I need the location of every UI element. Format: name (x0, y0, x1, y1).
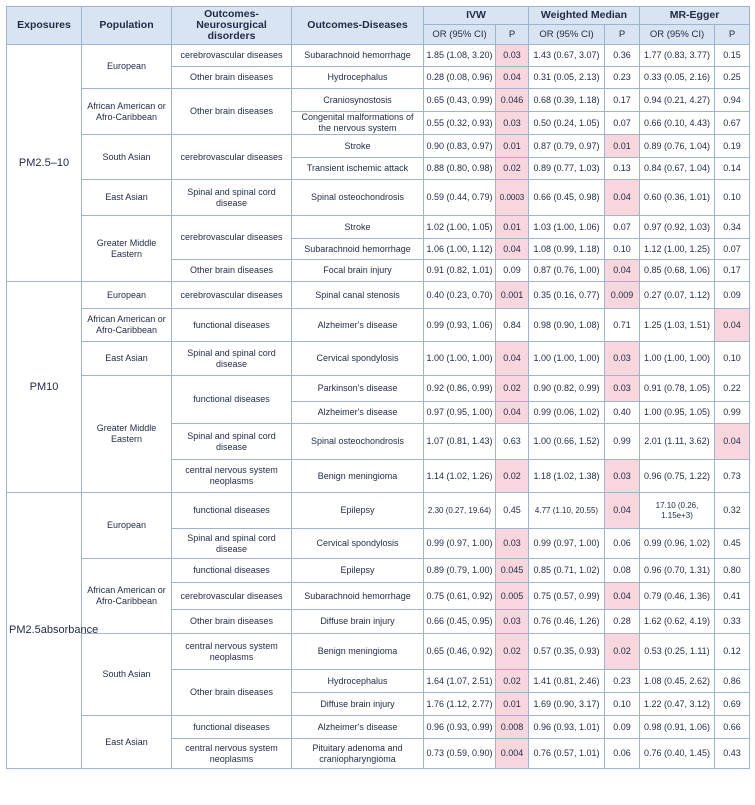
neuro-disorder-cell: functional diseases (172, 376, 292, 424)
egger-p-cell: 0.25 (715, 67, 750, 89)
wm-or-cell: 0.75 (0.57, 0.99) (529, 583, 605, 610)
ivw-p-cell: 0.01 (496, 216, 529, 239)
wm-or-cell: 0.96 (0.93, 1.01) (529, 716, 605, 739)
neuro-disorder-cell: cerebrovascular diseases (172, 583, 292, 610)
egger-p-cell: 0.45 (715, 529, 750, 559)
subheader-or-ci: OR (95% CI) (640, 25, 715, 45)
exposure-cell: PM2.5–10 (7, 45, 82, 282)
wm-p-cell: 0.04 (605, 260, 640, 282)
disease-cell: Alzheimer's disease (292, 716, 424, 739)
wm-p-cell: 0.23 (605, 67, 640, 89)
wm-p-cell: 0.06 (605, 739, 640, 769)
population-cell: African American or Afro-Caribbean (82, 559, 172, 634)
neuro-disorder-cell: Other brain diseases (172, 670, 292, 716)
wm-or-cell: 0.66 (0.45, 0.98) (529, 180, 605, 216)
wm-or-cell: 1.03 (1.00, 1.06) (529, 216, 605, 239)
header-neurosurgical-disorders: Outcomes-Neurosurgical disorders (172, 7, 292, 45)
population-cell: African American or Afro-Caribbean (82, 89, 172, 135)
ivw-p-cell: 0.02 (496, 376, 529, 402)
population-cell: African American or Afro-Caribbean (82, 309, 172, 342)
ivw-p-cell: 0.02 (496, 670, 529, 693)
wm-or-cell: 0.87 (0.76, 1.00) (529, 260, 605, 282)
neuro-disorder-cell: central nervous system neoplasms (172, 634, 292, 670)
ivw-p-cell: 0.03 (496, 529, 529, 559)
table-row (7, 216, 750, 239)
wm-p-cell: 0.009 (605, 282, 640, 309)
ivw-p-cell: 0.008 (496, 716, 529, 739)
neuro-disorder-cell: Spinal and spinal cord disease (172, 424, 292, 460)
egger-or-cell: 0.96 (0.75, 1.22) (640, 460, 715, 493)
ivw-or-cell: 0.92 (0.86, 0.99) (424, 376, 496, 402)
wm-p-cell: 0.04 (605, 583, 640, 610)
disease-cell: Spinal canal stenosis (292, 282, 424, 309)
wm-p-cell: 0.07 (605, 112, 640, 135)
subheader-or-ci: OR (95% CI) (529, 25, 605, 45)
wm-or-cell: 1.18 (1.02, 1.38) (529, 460, 605, 493)
table-row (7, 634, 750, 670)
wm-p-cell: 0.06 (605, 529, 640, 559)
ivw-or-cell: 0.96 (0.93, 0.99) (424, 716, 496, 739)
ivw-or-cell: 0.89 (0.79, 1.00) (424, 559, 496, 583)
disease-cell: Spinal osteochondrosis (292, 424, 424, 460)
ivw-or-cell: 0.66 (0.45, 0.95) (424, 610, 496, 634)
egger-p-cell: 0.32 (715, 493, 750, 529)
egger-p-cell: 0.15 (715, 45, 750, 67)
egger-or-cell: 1.00 (0.95, 1.05) (640, 402, 715, 424)
ivw-p-cell: 0.04 (496, 67, 529, 89)
wm-p-cell: 0.23 (605, 670, 640, 693)
ivw-or-cell: 0.59 (0.44, 0.79) (424, 180, 496, 216)
egger-or-cell: 0.99 (0.96, 1.02) (640, 529, 715, 559)
ivw-p-cell: 0.84 (496, 309, 529, 342)
wm-or-cell: 1.00 (1.00, 1.00) (529, 342, 605, 376)
ivw-p-cell: 0.45 (496, 493, 529, 529)
egger-or-cell: 1.08 (0.45, 2.62) (640, 670, 715, 693)
wm-or-cell: 0.98 (0.90, 1.08) (529, 309, 605, 342)
disease-cell: Congenital malformations of the nervous system (292, 112, 424, 135)
ivw-p-cell: 0.03 (496, 112, 529, 135)
egger-p-cell: 0.33 (715, 610, 750, 634)
subheader-or-ci: OR (95% CI) (424, 25, 496, 45)
egger-p-cell: 0.80 (715, 559, 750, 583)
disease-cell: Stroke (292, 216, 424, 239)
disease-cell: Diffuse brain injury (292, 610, 424, 634)
disease-cell: Focal brain injury (292, 260, 424, 282)
ivw-or-cell: 0.75 (0.61, 0.92) (424, 583, 496, 610)
neuro-disorder-cell: functional diseases (172, 559, 292, 583)
egger-or-cell: 0.66 (0.10, 4.43) (640, 112, 715, 135)
ivw-p-cell: 0.04 (496, 239, 529, 260)
wm-p-cell: 0.10 (605, 693, 640, 716)
wm-or-cell: 1.69 (0.90, 3.17) (529, 693, 605, 716)
egger-p-cell: 0.12 (715, 634, 750, 670)
table-row (7, 309, 750, 342)
wm-p-cell: 0.03 (605, 460, 640, 493)
neuro-disorder-cell: Other brain diseases (172, 260, 292, 282)
neuro-disorder-cell: central nervous system neoplasms (172, 460, 292, 493)
egger-or-cell: 0.60 (0.36, 1.01) (640, 180, 715, 216)
ivw-or-cell: 0.55 (0.32, 0.93) (424, 112, 496, 135)
wm-p-cell: 0.36 (605, 45, 640, 67)
ivw-p-cell: 0.63 (496, 424, 529, 460)
ivw-or-cell: 1.07 (0.81, 1.43) (424, 424, 496, 460)
population-cell: European (82, 282, 172, 309)
neuro-disorder-cell: functional diseases (172, 493, 292, 529)
disease-cell: Epilepsy (292, 493, 424, 529)
wm-or-cell: 1.08 (0.99, 1.18) (529, 239, 605, 260)
neuro-disorder-cell: central nervous system neoplasms (172, 739, 292, 769)
wm-p-cell: 0.17 (605, 89, 640, 112)
wm-or-cell: 0.76 (0.46, 1.26) (529, 610, 605, 634)
egger-p-cell: 0.14 (715, 158, 750, 180)
population-cell: South Asian (82, 634, 172, 716)
egger-or-cell: 1.62 (0.62, 4.19) (640, 610, 715, 634)
neuro-disorder-cell: cerebrovascular diseases (172, 282, 292, 309)
ivw-p-cell: 0.01 (496, 135, 529, 158)
ivw-or-cell: 1.76 (1.12, 2.77) (424, 693, 496, 716)
wm-or-cell: 0.99 (0.97, 1.00) (529, 529, 605, 559)
neuro-disorder-cell: Other brain diseases (172, 67, 292, 89)
ivw-p-cell: 0.0003 (496, 180, 529, 216)
exposure-cell: PM10 (7, 282, 82, 493)
wm-p-cell: 0.71 (605, 309, 640, 342)
egger-or-cell: 0.84 (0.67, 1.04) (640, 158, 715, 180)
subheader-p: P (605, 25, 640, 45)
egger-p-cell: 0.04 (715, 309, 750, 342)
egger-or-cell: 17.10 (0.26, 1.15e+3) (640, 493, 715, 529)
wm-or-cell: 0.89 (0.77, 1.03) (529, 158, 605, 180)
table-row (7, 45, 750, 67)
table-row (7, 342, 750, 376)
disease-cell: Benign meningioma (292, 460, 424, 493)
disease-cell: Pituitary adenoma and craniopharyngioma (292, 739, 424, 769)
disease-cell: Diffuse brain injury (292, 693, 424, 716)
wm-or-cell: 0.68 (0.39, 1.18) (529, 89, 605, 112)
egger-p-cell: 0.86 (715, 670, 750, 693)
egger-p-cell: 0.17 (715, 260, 750, 282)
ivw-p-cell: 0.04 (496, 402, 529, 424)
egger-p-cell: 0.22 (715, 376, 750, 402)
egger-or-cell: 0.79 (0.46, 1.36) (640, 583, 715, 610)
wm-p-cell: 0.28 (605, 610, 640, 634)
ivw-p-cell: 0.046 (496, 89, 529, 112)
ivw-p-cell: 0.04 (496, 342, 529, 376)
wm-or-cell: 0.87 (0.79, 0.97) (529, 135, 605, 158)
disease-cell: Cervical spondylosis (292, 342, 424, 376)
population-cell: East Asian (82, 180, 172, 216)
disease-cell: Benign meningioma (292, 634, 424, 670)
ivw-p-cell: 0.02 (496, 158, 529, 180)
egger-p-cell: 0.04 (715, 424, 750, 460)
egger-p-cell: 0.66 (715, 716, 750, 739)
ivw-or-cell: 0.90 (0.83, 0.97) (424, 135, 496, 158)
ivw-p-cell: 0.001 (496, 282, 529, 309)
ivw-p-cell: 0.045 (496, 559, 529, 583)
neuro-disorder-cell: Spinal and spinal cord disease (172, 342, 292, 376)
ivw-or-cell: 1.64 (1.07, 2.51) (424, 670, 496, 693)
disease-cell: Craniosynostosis (292, 89, 424, 112)
table-row (7, 89, 750, 112)
disease-cell: Subarachnoid hemorrhage (292, 45, 424, 67)
ivw-p-cell: 0.01 (496, 693, 529, 716)
wm-or-cell: 0.57 (0.35, 0.93) (529, 634, 605, 670)
ivw-or-cell: 1.00 (1.00, 1.00) (424, 342, 496, 376)
ivw-or-cell: 0.88 (0.80, 0.98) (424, 158, 496, 180)
ivw-or-cell: 0.40 (0.23, 0.70) (424, 282, 496, 309)
ivw-or-cell: 0.99 (0.93, 1.06) (424, 309, 496, 342)
egger-or-cell: 0.98 (0.91, 1.06) (640, 716, 715, 739)
egger-or-cell: 0.53 (0.25, 1.11) (640, 634, 715, 670)
table-row (7, 493, 750, 529)
neuro-disorder-cell: functional diseases (172, 716, 292, 739)
wm-p-cell: 0.07 (605, 216, 640, 239)
ivw-or-cell: 0.28 (0.08, 0.96) (424, 67, 496, 89)
exposure-cell: PM2.5absorbance (7, 493, 82, 769)
population-cell: Greater Middle Eastern (82, 376, 172, 493)
ivw-or-cell: 0.73 (0.59, 0.90) (424, 739, 496, 769)
egger-or-cell: 0.85 (0.68, 1.06) (640, 260, 715, 282)
disease-cell: Cervical spondylosis (292, 529, 424, 559)
wm-p-cell: 0.13 (605, 158, 640, 180)
wm-p-cell: 0.02 (605, 634, 640, 670)
egger-or-cell: 1.77 (0.83, 3.77) (640, 45, 715, 67)
neuro-disorder-cell: Other brain diseases (172, 610, 292, 634)
wm-or-cell: 0.90 (0.82, 0.99) (529, 376, 605, 402)
wm-p-cell: 0.09 (605, 716, 640, 739)
egger-p-cell: 0.43 (715, 739, 750, 769)
header-ivw: IVW (424, 7, 529, 25)
wm-or-cell: 0.99 (0.06, 1.02) (529, 402, 605, 424)
egger-or-cell: 0.91 (0.78, 1.05) (640, 376, 715, 402)
ivw-p-cell: 0.03 (496, 45, 529, 67)
egger-p-cell: 0.99 (715, 402, 750, 424)
ivw-or-cell: 1.85 (1.08, 3.20) (424, 45, 496, 67)
header-weighted-median: Weighted Median (529, 7, 640, 25)
table-body (7, 45, 750, 769)
header-diseases: Outcomes-Diseases (292, 7, 424, 45)
egger-or-cell: 0.94 (0.21, 4.27) (640, 89, 715, 112)
ivw-or-cell: 0.65 (0.46, 0.92) (424, 634, 496, 670)
population-cell: East Asian (82, 716, 172, 769)
egger-p-cell: 0.10 (715, 342, 750, 376)
egger-or-cell: 1.25 (1.03, 1.51) (640, 309, 715, 342)
table-row (7, 376, 750, 402)
egger-p-cell: 0.34 (715, 216, 750, 239)
neuro-disorder-cell: cerebrovascular diseases (172, 135, 292, 180)
egger-p-cell: 0.73 (715, 460, 750, 493)
disease-cell: Epilepsy (292, 559, 424, 583)
ivw-or-cell: 0.97 (0.95, 1.00) (424, 402, 496, 424)
population-cell: European (82, 493, 172, 559)
wm-p-cell: 0.40 (605, 402, 640, 424)
neuro-disorder-cell: Spinal and spinal cord disease (172, 529, 292, 559)
population-cell: East Asian (82, 342, 172, 376)
egger-or-cell: 0.96 (0.70, 1.31) (640, 559, 715, 583)
ivw-or-cell: 0.99 (0.97, 1.00) (424, 529, 496, 559)
egger-or-cell: 2.01 (1.11, 3.62) (640, 424, 715, 460)
ivw-or-cell: 1.06 (1.00, 1.12) (424, 239, 496, 260)
population-cell: South Asian (82, 135, 172, 180)
egger-or-cell: 0.97 (0.92, 1.03) (640, 216, 715, 239)
egger-p-cell: 0.10 (715, 180, 750, 216)
table-row (7, 716, 750, 739)
egger-or-cell: 0.33 (0.05, 2.16) (640, 67, 715, 89)
ivw-p-cell: 0.09 (496, 260, 529, 282)
neuro-disorder-cell: functional diseases (172, 309, 292, 342)
ivw-or-cell: 0.65 (0.43, 0.99) (424, 89, 496, 112)
egger-p-cell: 0.69 (715, 693, 750, 716)
mr-results-table (6, 6, 750, 769)
disease-cell: Stroke (292, 135, 424, 158)
wm-or-cell: 0.50 (0.24, 1.05) (529, 112, 605, 135)
disease-cell: Hydrocephalus (292, 67, 424, 89)
disease-cell: Alzheimer's disease (292, 309, 424, 342)
egger-or-cell: 1.22 (0.47, 3.12) (640, 693, 715, 716)
disease-cell: Alzheimer's disease (292, 402, 424, 424)
subheader-p: P (715, 25, 750, 45)
wm-or-cell: 1.00 (0.66, 1.52) (529, 424, 605, 460)
disease-cell: Subarachnoid hemorrhage (292, 583, 424, 610)
wm-or-cell: 1.41 (0.81, 2.46) (529, 670, 605, 693)
neuro-disorder-cell: cerebrovascular diseases (172, 45, 292, 67)
ivw-p-cell: 0.004 (496, 739, 529, 769)
wm-p-cell: 0.03 (605, 376, 640, 402)
disease-cell: Hydrocephalus (292, 670, 424, 693)
population-cell: European (82, 45, 172, 89)
egger-or-cell: 0.27 (0.07, 1.12) (640, 282, 715, 309)
ivw-or-cell: 2.30 (0.27, 19.64) (424, 493, 496, 529)
wm-or-cell: 0.76 (0.57, 1.01) (529, 739, 605, 769)
wm-p-cell: 0.10 (605, 239, 640, 260)
disease-cell: Subarachnoid hemorrhage (292, 239, 424, 260)
neuro-disorder-cell: Spinal and spinal cord disease (172, 180, 292, 216)
table-row (7, 559, 750, 583)
wm-or-cell: 0.85 (0.71, 1.02) (529, 559, 605, 583)
egger-p-cell: 0.94 (715, 89, 750, 112)
header-population: Population (82, 7, 172, 45)
ivw-or-cell: 0.91 (0.82, 1.01) (424, 260, 496, 282)
subheader-p: P (496, 25, 529, 45)
wm-or-cell: 0.35 (0.16, 0.77) (529, 282, 605, 309)
table-row (7, 135, 750, 158)
disease-cell: Transient ischemic attack (292, 158, 424, 180)
egger-or-cell: 1.00 (1.00, 1.00) (640, 342, 715, 376)
wm-p-cell: 0.04 (605, 493, 640, 529)
ivw-or-cell: 1.02 (1.00, 1.05) (424, 216, 496, 239)
egger-p-cell: 0.07 (715, 239, 750, 260)
ivw-p-cell: 0.03 (496, 610, 529, 634)
table-row (7, 180, 750, 216)
wm-or-cell: 0.31 (0.05, 2.13) (529, 67, 605, 89)
ivw-p-cell: 0.02 (496, 460, 529, 493)
ivw-p-cell: 0.02 (496, 634, 529, 670)
neuro-disorder-cell: cerebrovascular diseases (172, 216, 292, 260)
ivw-p-cell: 0.005 (496, 583, 529, 610)
wm-or-cell: 4.77 (1.10, 20.55) (529, 493, 605, 529)
table-row (7, 282, 750, 309)
results-table-container (6, 6, 749, 769)
neuro-disorder-cell: Other brain diseases (172, 89, 292, 135)
egger-p-cell: 0.19 (715, 135, 750, 158)
ivw-or-cell: 1.14 (1.02, 1.26) (424, 460, 496, 493)
egger-p-cell: 0.41 (715, 583, 750, 610)
egger-or-cell: 0.76 (0.40, 1.45) (640, 739, 715, 769)
wm-or-cell: 1.43 (0.67, 3.07) (529, 45, 605, 67)
disease-cell: Parkinson's disease (292, 376, 424, 402)
wm-p-cell: 0.99 (605, 424, 640, 460)
wm-p-cell: 0.01 (605, 135, 640, 158)
egger-or-cell: 0.89 (0.76, 1.04) (640, 135, 715, 158)
header-exposures: Exposures (7, 7, 82, 45)
wm-p-cell: 0.04 (605, 180, 640, 216)
egger-p-cell: 0.67 (715, 112, 750, 135)
disease-cell: Spinal osteochondrosis (292, 180, 424, 216)
header-mr-egger: MR-Egger (640, 7, 750, 25)
wm-p-cell: 0.08 (605, 559, 640, 583)
wm-p-cell: 0.03 (605, 342, 640, 376)
population-cell: Greater Middle Eastern (82, 216, 172, 282)
egger-or-cell: 1.12 (1.00, 1.25) (640, 239, 715, 260)
egger-p-cell: 0.09 (715, 282, 750, 309)
